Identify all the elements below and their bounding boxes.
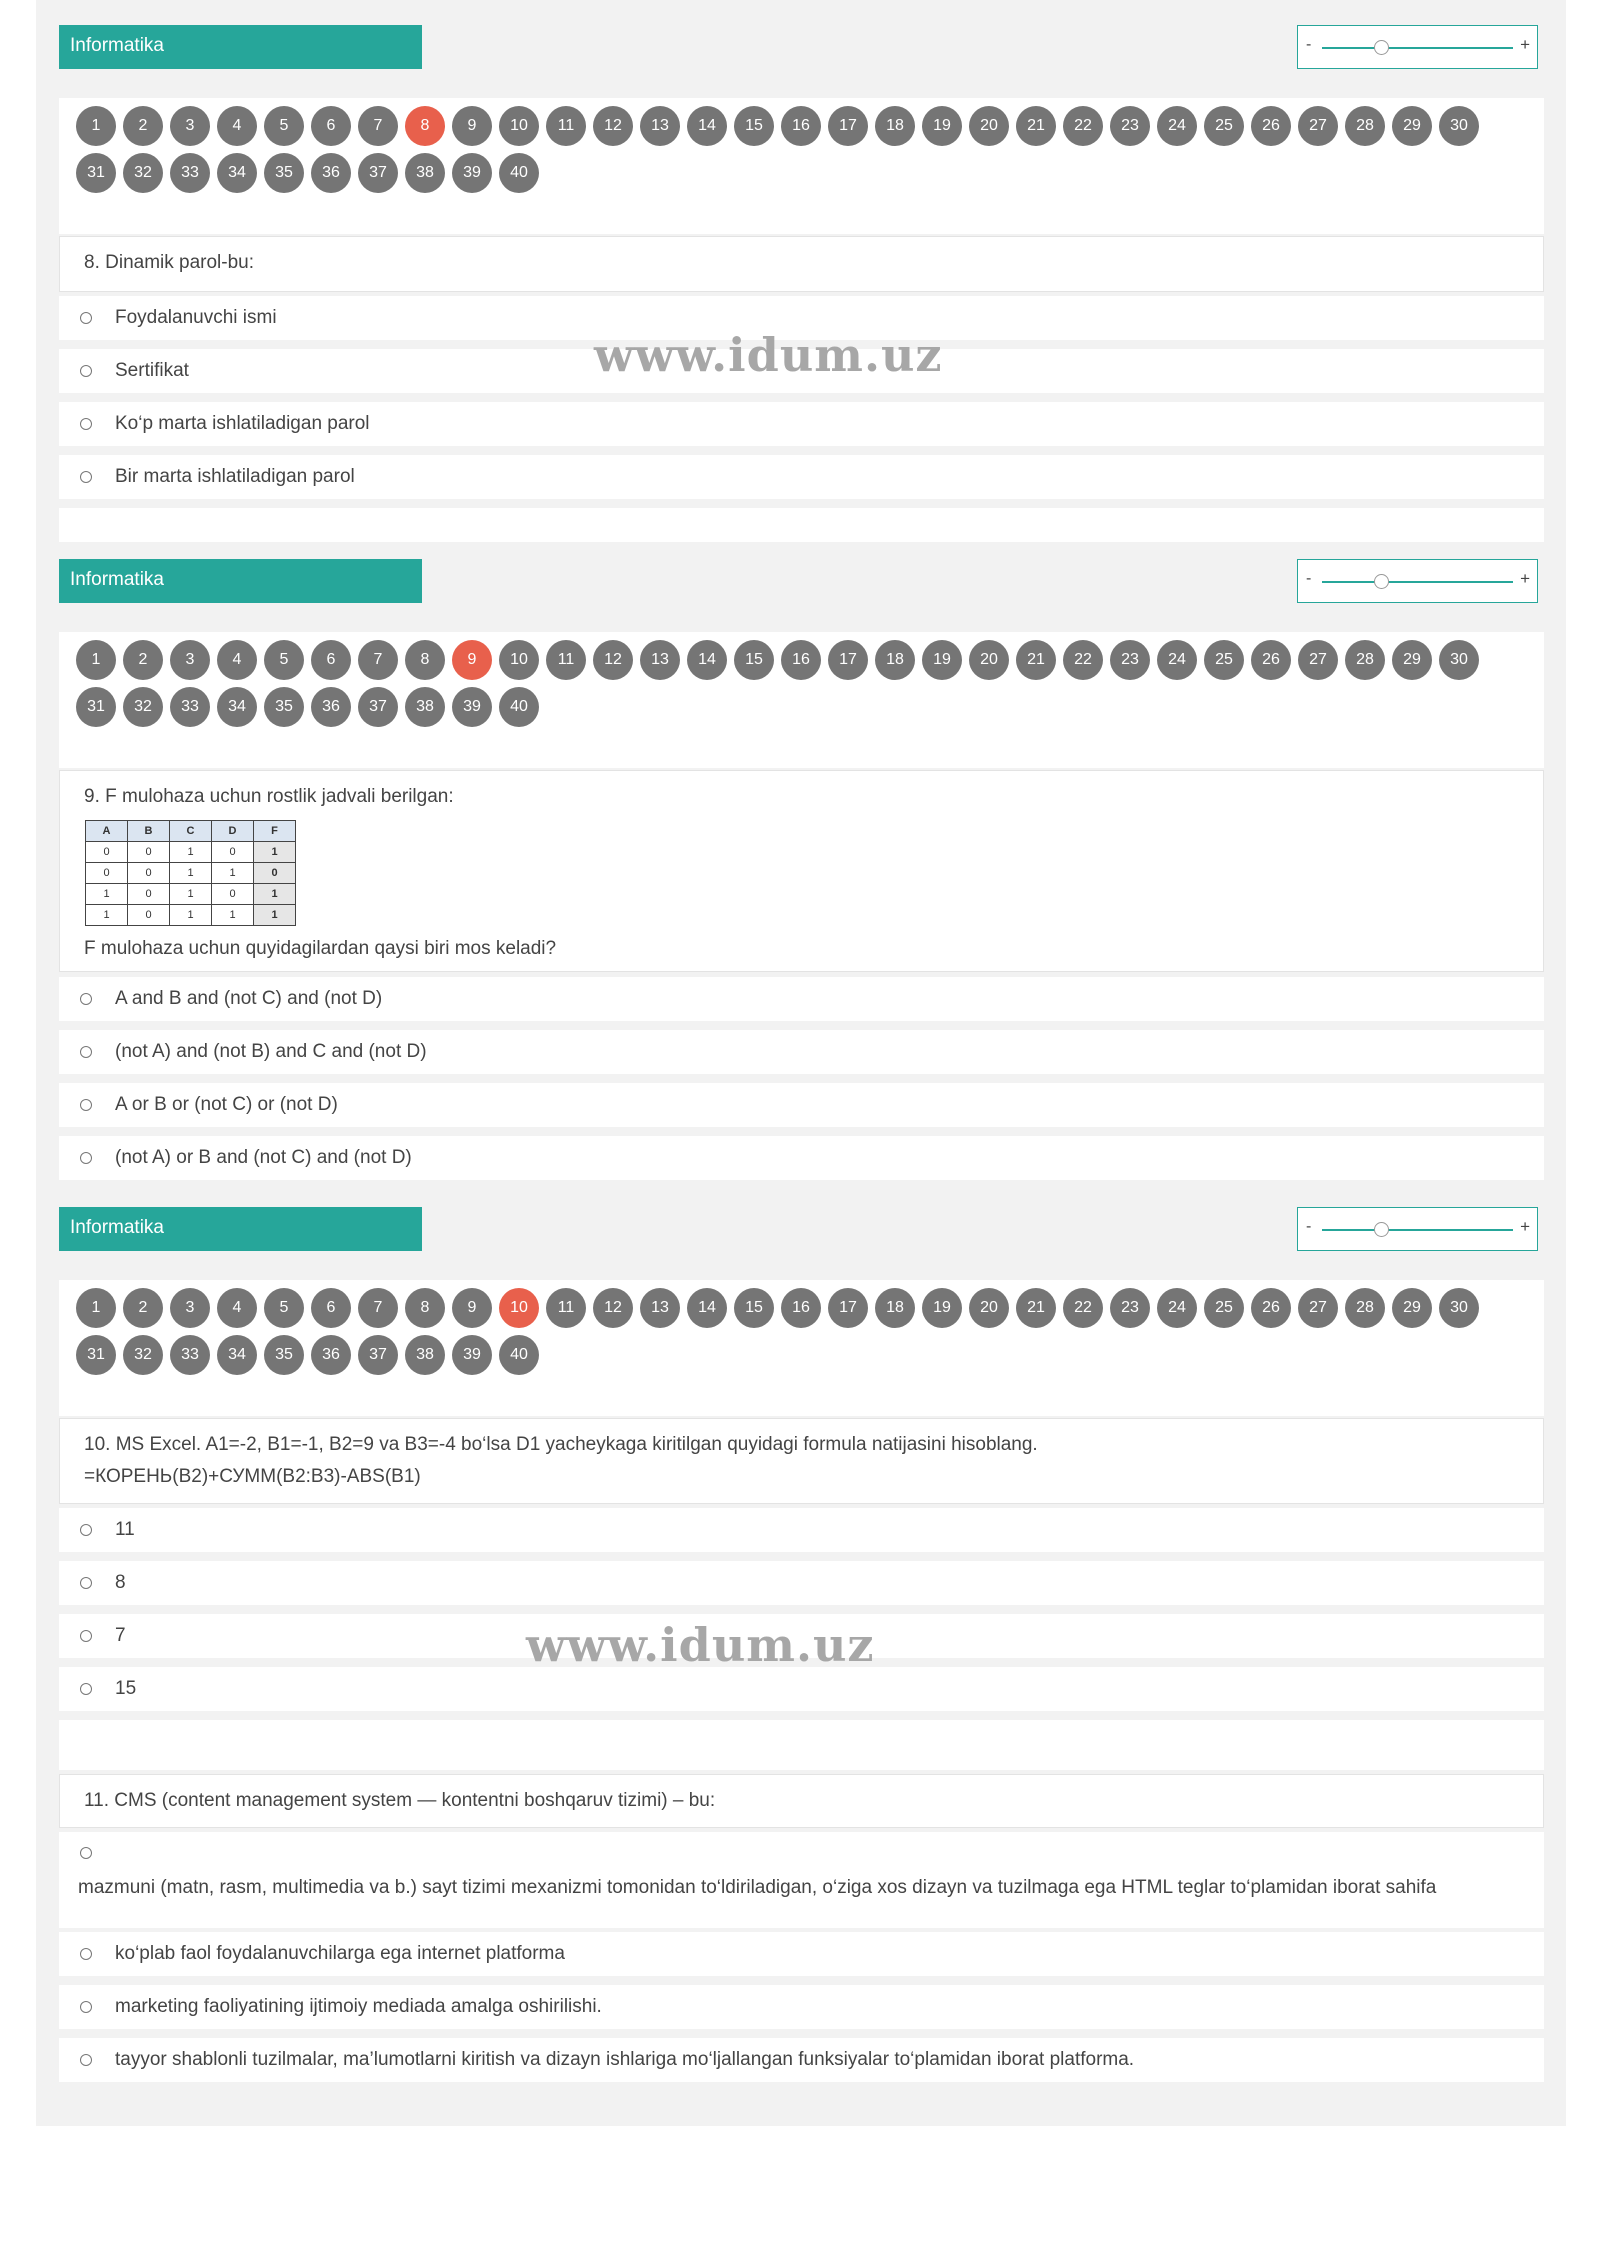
question-number-button[interactable]: 6 <box>311 1288 351 1328</box>
question-card <box>59 1418 1544 1504</box>
answer-option[interactable] <box>59 1083 1544 1127</box>
zoom-in-button[interactable]: + <box>1520 35 1530 54</box>
radio-button[interactable] <box>80 365 92 377</box>
truth-table-cell: 1 <box>254 842 296 863</box>
question-text: 9. F mulohaza uchun rostlik jadvali berilgan: <box>84 786 454 807</box>
option-label: (not A) or B and (not C) and (not D) <box>115 1147 412 1168</box>
question-number-button[interactable]: 1 <box>76 106 116 146</box>
question-number-button[interactable]: 17 <box>828 106 868 146</box>
question-number-button[interactable]: 8 <box>405 1288 445 1328</box>
radio-button[interactable] <box>80 1046 92 1058</box>
question-number-button[interactable]: 8 <box>405 640 445 680</box>
question-number-button[interactable]: 3 <box>170 1288 210 1328</box>
question-number-button[interactable]: 11 <box>546 1288 586 1328</box>
screenshot-question-8 <box>36 0 1566 548</box>
question-number-button[interactable]: 10 <box>499 106 539 146</box>
question-number-button[interactable]: 37 <box>358 687 398 727</box>
question-number-button[interactable]: 29 <box>1392 1288 1432 1328</box>
question-number-button[interactable]: 30 <box>1439 1288 1479 1328</box>
question-number-button[interactable]: 15 <box>734 106 774 146</box>
option-label: (not A) and (not B) and C and (not D) <box>115 1041 427 1062</box>
navigator-row-1 <box>76 106 1479 146</box>
question-number-button[interactable]: 36 <box>311 1335 351 1375</box>
question-number-button[interactable]: 26 <box>1251 640 1291 680</box>
truth-table-cell: 1 <box>170 905 212 926</box>
question-number-button[interactable]: 3 <box>170 640 210 680</box>
radio-button[interactable] <box>80 1577 92 1589</box>
question-number-button[interactable]: 27 <box>1298 640 1338 680</box>
radio-button[interactable] <box>80 1948 92 1960</box>
question-number-button[interactable]: 13 <box>640 106 680 146</box>
question-number-button[interactable]: 10 <box>499 1288 539 1328</box>
question-number-button[interactable]: 33 <box>170 1335 210 1375</box>
question-number-button[interactable]: 33 <box>170 153 210 193</box>
question-number-button[interactable]: 4 <box>217 106 257 146</box>
question-number-button[interactable]: 38 <box>405 687 445 727</box>
question-number-button[interactable]: 38 <box>405 153 445 193</box>
question-number-button[interactable]: 32 <box>123 687 163 727</box>
question-number-button[interactable]: 35 <box>264 1335 304 1375</box>
radio-button[interactable] <box>80 2001 92 2013</box>
question-number-button[interactable]: 21 <box>1016 1288 1056 1328</box>
top-bar <box>59 25 1564 91</box>
question-number-button[interactable]: 22 <box>1063 106 1103 146</box>
question-number-button[interactable]: 9 <box>452 1288 492 1328</box>
question-number-button[interactable]: 30 <box>1439 640 1479 680</box>
question-number-button[interactable]: 5 <box>264 1288 304 1328</box>
question-number-button[interactable]: 7 <box>358 640 398 680</box>
question-number-button[interactable]: 38 <box>405 1335 445 1375</box>
question-number-button[interactable]: 19 <box>922 1288 962 1328</box>
question-number-button[interactable]: 5 <box>264 640 304 680</box>
truth-table-row <box>86 863 296 884</box>
answer-option[interactable] <box>59 977 1544 1021</box>
question-number-button[interactable]: 27 <box>1298 106 1338 146</box>
truth-table-cell: 0 <box>128 905 170 926</box>
question-number-button[interactable]: 23 <box>1110 106 1150 146</box>
zoom-out-button[interactable]: - <box>1306 1218 1312 1235</box>
question-card <box>59 770 1544 972</box>
question-number-button[interactable]: 32 <box>123 153 163 193</box>
question-number-button[interactable]: 2 <box>123 1288 163 1328</box>
top-bar <box>59 559 1564 625</box>
question-number-button[interactable]: 37 <box>358 1335 398 1375</box>
truth-table-cell: 0 <box>128 863 170 884</box>
answer-option[interactable] <box>59 1985 1544 2029</box>
option-label: A and B and (not C) and (not D) <box>115 988 383 1009</box>
question-number-button[interactable]: 13 <box>640 1288 680 1328</box>
question-number-button[interactable]: 26 <box>1251 106 1291 146</box>
question-number-button[interactable]: 18 <box>875 640 915 680</box>
answer-option[interactable] <box>59 402 1544 446</box>
truth-table-cell: 0 <box>128 842 170 863</box>
question-number-button[interactable]: 14 <box>687 1288 727 1328</box>
zoom-track[interactable] <box>1322 581 1513 583</box>
navigator-row-2 <box>76 153 539 193</box>
question-number-button[interactable]: 11 <box>546 640 586 680</box>
answer-option[interactable] <box>59 1030 1544 1074</box>
question-number-button[interactable]: 40 <box>499 1335 539 1375</box>
truth-table-header: A <box>86 821 128 842</box>
question-number-button[interactable]: 32 <box>123 1335 163 1375</box>
question-navigator <box>59 1280 1544 1416</box>
answer-option[interactable] <box>59 1561 1544 1605</box>
question-number-button[interactable]: 30 <box>1439 106 1479 146</box>
question-number-button[interactable]: 26 <box>1251 1288 1291 1328</box>
answer-option[interactable] <box>59 1832 1544 1928</box>
navigator-row-2 <box>76 1335 539 1375</box>
navigator-row-1 <box>76 640 1479 680</box>
truth-table-cell: 0 <box>86 863 128 884</box>
radio-button[interactable] <box>80 1152 92 1164</box>
radio-button[interactable] <box>80 993 92 1005</box>
option-label: ko‘plab faol foydalanuvchilarga ega internet platforma <box>115 1943 565 1964</box>
truth-table-cell: 1 <box>212 863 254 884</box>
zoom-in-button[interactable]: + <box>1520 1217 1530 1236</box>
question-number-button[interactable]: 23 <box>1110 640 1150 680</box>
zoom-track[interactable] <box>1322 1229 1513 1231</box>
question-number-button[interactable]: 28 <box>1345 640 1385 680</box>
radio-button[interactable] <box>80 1847 92 1859</box>
empty-row <box>59 1720 1544 1770</box>
question-number-button[interactable]: 1 <box>76 640 116 680</box>
option-label: Foydalanuvchi ismi <box>115 307 277 328</box>
question-number-button[interactable]: 18 <box>875 106 915 146</box>
top-bar <box>59 1207 1564 1273</box>
truth-table-cell: 1 <box>170 863 212 884</box>
question-number-button[interactable]: 29 <box>1392 106 1432 146</box>
option-label: Ko‘p marta ishlatiladigan parol <box>115 413 370 434</box>
subject-title: Informatika <box>59 559 422 603</box>
question-number-button[interactable]: 5 <box>264 106 304 146</box>
question-number-button[interactable]: 18 <box>875 1288 915 1328</box>
radio-button[interactable] <box>80 1524 92 1536</box>
question-number-button[interactable]: 12 <box>593 1288 633 1328</box>
question-number-button[interactable]: 39 <box>452 1335 492 1375</box>
truth-table-header: F <box>254 821 296 842</box>
question-number-button[interactable]: 21 <box>1016 106 1056 146</box>
question-number-button[interactable]: 13 <box>640 640 680 680</box>
question-text: 10. MS Excel. A1=-2, B1=-1, B2=9 va B3=-4 bo‘lsa D1 yacheykaga kiritilgan quyidagi formula natijasini hisoblang. <box>84 1434 1038 1455</box>
question-number-button[interactable]: 34 <box>217 1335 257 1375</box>
question-number-button[interactable]: 22 <box>1063 640 1103 680</box>
truth-table-cell: 1 <box>86 905 128 926</box>
question-number-button[interactable]: 23 <box>1110 1288 1150 1328</box>
question-number-button[interactable]: 16 <box>781 640 821 680</box>
question-number-button[interactable]: 21 <box>1016 640 1056 680</box>
question-number-button[interactable]: 6 <box>311 640 351 680</box>
truth-table-cell: 0 <box>86 842 128 863</box>
question-number-button[interactable]: 9 <box>452 106 492 146</box>
zoom-track[interactable] <box>1322 47 1513 49</box>
question-number-button[interactable]: 9 <box>452 640 492 680</box>
question-number-button[interactable]: 31 <box>76 153 116 193</box>
question-number-button[interactable]: 7 <box>358 106 398 146</box>
radio-button[interactable] <box>80 312 92 324</box>
question-number-button[interactable]: 25 <box>1204 1288 1244 1328</box>
option-label: 15 <box>115 1678 137 1699</box>
option-label: tayyor shablonli tuzilmalar, ma’lumotlarni kiritish va dizayn ishlariga mo‘ljallangan funksiyalar to‘plamidan iborat platforma. <box>115 2049 1135 2070</box>
question-number-button[interactable]: 6 <box>311 106 351 146</box>
truth-table-cell: 1 <box>170 842 212 863</box>
question-number-button[interactable]: 15 <box>734 640 774 680</box>
question-number-button[interactable]: 34 <box>217 687 257 727</box>
question-number-button[interactable]: 20 <box>969 106 1009 146</box>
question-number-button[interactable]: 25 <box>1204 640 1244 680</box>
zoom-knob[interactable] <box>1374 40 1389 55</box>
question-number-button[interactable]: 24 <box>1157 106 1197 146</box>
radio-button[interactable] <box>80 1099 92 1111</box>
answer-option[interactable] <box>59 455 1544 499</box>
truth-table <box>85 820 296 926</box>
radio-button[interactable] <box>80 1683 92 1695</box>
question-number-button[interactable]: 14 <box>687 106 727 146</box>
question-number-button[interactable]: 24 <box>1157 640 1197 680</box>
zoom-slider[interactable] <box>1297 1207 1538 1251</box>
zoom-slider[interactable] <box>1297 25 1538 69</box>
question-number-button[interactable]: 36 <box>311 687 351 727</box>
truth-table-header: D <box>212 821 254 842</box>
question-number-button[interactable]: 17 <box>828 1288 868 1328</box>
question-number-button[interactable]: 7 <box>358 1288 398 1328</box>
question-number-button[interactable]: 29 <box>1392 640 1432 680</box>
zoom-out-button[interactable]: - <box>1306 36 1312 53</box>
radio-button[interactable] <box>80 1630 92 1642</box>
question-number-button[interactable]: 11 <box>546 106 586 146</box>
question-number-button[interactable]: 34 <box>217 153 257 193</box>
question-number-button[interactable]: 25 <box>1204 106 1244 146</box>
answer-option[interactable] <box>59 1508 1544 1552</box>
truth-table-cell: 1 <box>254 884 296 905</box>
question-number-button[interactable]: 12 <box>593 640 633 680</box>
question-number-button[interactable]: 4 <box>217 1288 257 1328</box>
question-number-button[interactable]: 22 <box>1063 1288 1103 1328</box>
answer-option[interactable] <box>59 1932 1544 1976</box>
question-number-button[interactable]: 27 <box>1298 1288 1338 1328</box>
question-number-button[interactable]: 28 <box>1345 1288 1385 1328</box>
option-label: Bir marta ishlatiladigan parol <box>115 466 355 487</box>
question-number-button[interactable]: 36 <box>311 153 351 193</box>
radio-button[interactable] <box>80 471 92 483</box>
question-number-button[interactable]: 31 <box>76 1335 116 1375</box>
zoom-knob[interactable] <box>1374 574 1389 589</box>
question-number-button[interactable]: 16 <box>781 106 821 146</box>
truth-table-row <box>86 884 296 905</box>
option-label: Sertifikat <box>115 360 189 381</box>
question-formula: =КОРЕНЬ(B2)+СУММ(B2:B3)-ABS(B1) <box>84 1466 421 1487</box>
truth-table-cell: 0 <box>128 884 170 905</box>
subject-title: Informatika <box>59 1207 422 1251</box>
question-number-button[interactable]: 33 <box>170 687 210 727</box>
screenshot-question-9 <box>36 548 1566 1196</box>
truth-table-header: B <box>128 821 170 842</box>
option-label: 8 <box>115 1572 126 1593</box>
question-number-button[interactable]: 35 <box>264 687 304 727</box>
radio-button[interactable] <box>80 2054 92 2066</box>
question-number-button[interactable]: 19 <box>922 106 962 146</box>
question-text: 11. CMS (content management system — kontentni boshqaruv tizimi) – bu: <box>84 1790 716 1811</box>
question-number-button[interactable]: 35 <box>264 153 304 193</box>
question-number-button[interactable]: 28 <box>1345 106 1385 146</box>
question-number-button[interactable]: 19 <box>922 640 962 680</box>
truth-table-cell: 1 <box>170 884 212 905</box>
truth-table-row <box>86 842 296 863</box>
truth-table-cell: 1 <box>86 884 128 905</box>
watermark: www.idum.uz <box>526 1618 875 1672</box>
answer-option[interactable] <box>59 1667 1544 1711</box>
option-label: 7 <box>115 1625 126 1646</box>
question-number-button[interactable]: 1 <box>76 1288 116 1328</box>
question-text: 8. Dinamik parol-bu: <box>84 252 255 273</box>
question-number-button[interactable]: 20 <box>969 640 1009 680</box>
zoom-in-button[interactable]: + <box>1520 569 1530 588</box>
zoom-out-button[interactable]: - <box>1306 570 1312 587</box>
question-navigator <box>59 98 1544 234</box>
truth-table-cell: 0 <box>212 884 254 905</box>
question-card <box>59 236 1544 292</box>
option-label: marketing faoliyatining ijtimoiy mediada amalga oshirilishi. <box>115 1996 602 2017</box>
watermark: www.idum.uz <box>594 328 943 382</box>
question-number-button[interactable]: 40 <box>499 687 539 727</box>
answer-option[interactable] <box>59 2038 1544 2082</box>
question-number-button[interactable]: 15 <box>734 1288 774 1328</box>
question-number-button[interactable]: 37 <box>358 153 398 193</box>
question-number-button[interactable]: 16 <box>781 1288 821 1328</box>
navigator-row-2 <box>76 687 539 727</box>
question-number-button[interactable]: 24 <box>1157 1288 1197 1328</box>
question-number-button[interactable]: 31 <box>76 687 116 727</box>
empty-row <box>59 508 1544 542</box>
screenshot-question-10-11 <box>36 1196 1566 2126</box>
radio-button[interactable] <box>80 418 92 430</box>
question-number-button[interactable]: 4 <box>217 640 257 680</box>
option-label: mazmuni (matn, rasm, multimedia va b.) sayt tizimi mexanizmi tomonidan to‘ldiriladigan, o‘ziga xos dizayn va tuzilmaga ega HTML teglar to‘plamidan iborat sahifa <box>78 1877 1437 1898</box>
question-number-button[interactable]: 10 <box>499 640 539 680</box>
question-card <box>59 1774 1544 1828</box>
question-number-button[interactable]: 20 <box>969 1288 1009 1328</box>
question-number-button[interactable]: 8 <box>405 106 445 146</box>
question-navigator <box>59 632 1544 768</box>
zoom-slider[interactable] <box>1297 559 1538 603</box>
truth-table-header: C <box>170 821 212 842</box>
navigator-row-1 <box>76 1288 1479 1328</box>
truth-table-header-row <box>86 821 296 842</box>
question-number-button[interactable]: 3 <box>170 106 210 146</box>
truth-table-cell: 0 <box>254 863 296 884</box>
question-number-button[interactable]: 17 <box>828 640 868 680</box>
answer-option[interactable] <box>59 1136 1544 1180</box>
subject-title: Informatika <box>59 25 422 69</box>
question-number-button[interactable]: 39 <box>452 687 492 727</box>
question-number-button[interactable]: 2 <box>123 106 163 146</box>
zoom-knob[interactable] <box>1374 1222 1389 1237</box>
question-number-button[interactable]: 14 <box>687 640 727 680</box>
truth-table-cell: 0 <box>212 842 254 863</box>
question-number-button[interactable]: 39 <box>452 153 492 193</box>
truth-table-row <box>86 905 296 926</box>
option-label: A or B or (not C) or (not D) <box>115 1094 338 1115</box>
question-number-button[interactable]: 12 <box>593 106 633 146</box>
truth-table-cell: 1 <box>254 905 296 926</box>
question-number-button[interactable]: 2 <box>123 640 163 680</box>
option-label: 11 <box>115 1519 135 1540</box>
question-subtext: F mulohaza uchun quyidagilardan qaysi biri mos keladi? <box>84 938 557 959</box>
question-number-button[interactable]: 40 <box>499 153 539 193</box>
truth-table-cell: 1 <box>212 905 254 926</box>
